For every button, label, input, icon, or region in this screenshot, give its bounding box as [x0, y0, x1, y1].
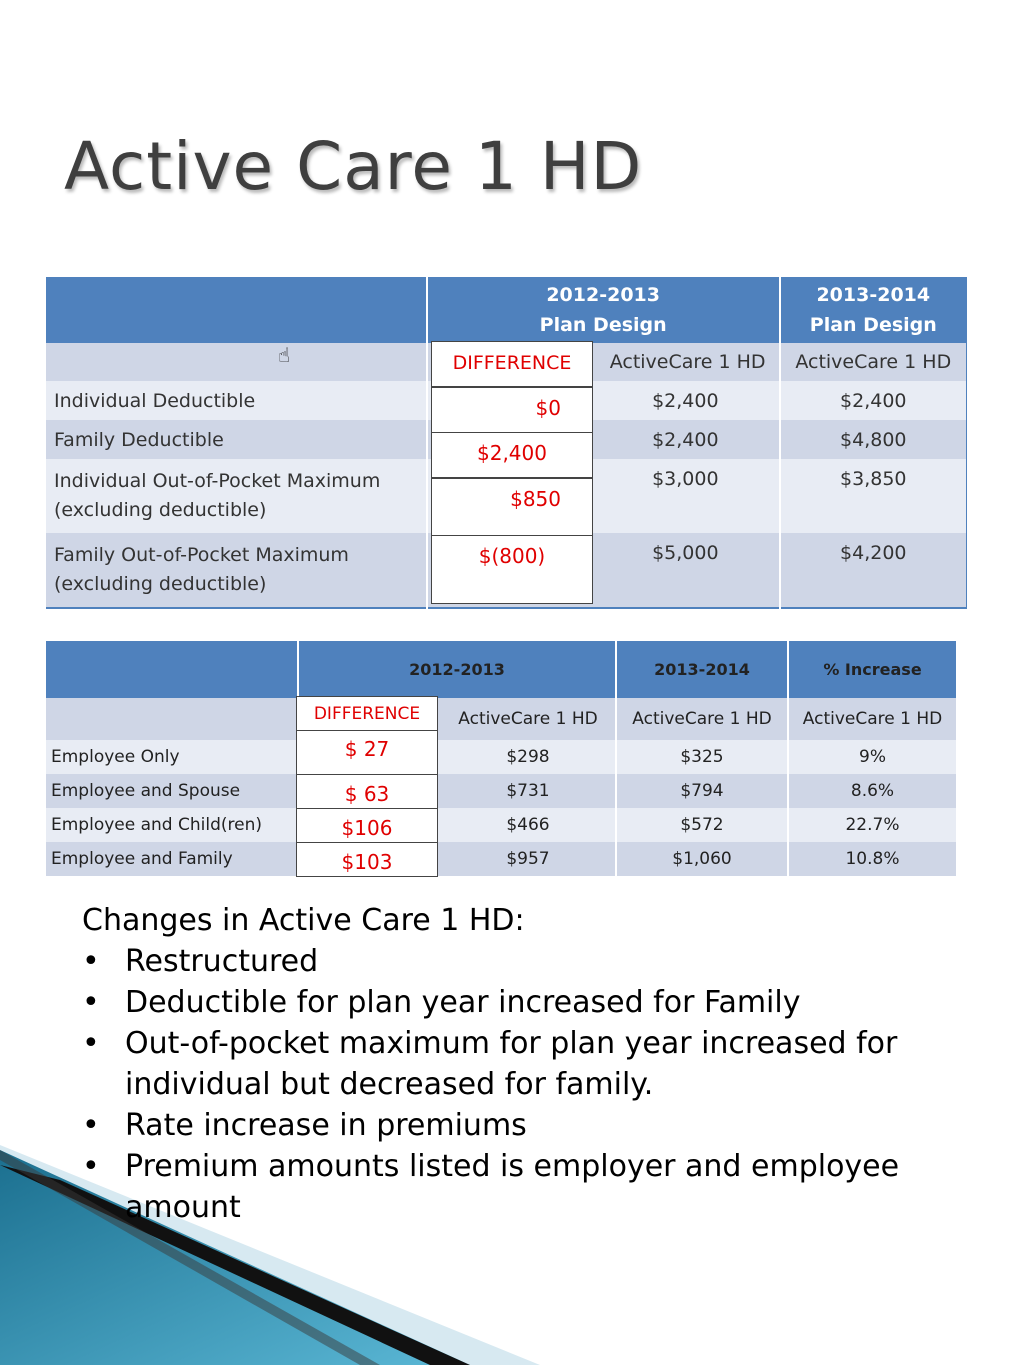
list-item	[82, 941, 982, 982]
plan-name: ActiveCare 1 HD	[609, 351, 766, 373]
header-2013-2014: 2013-2014	[616, 641, 788, 698]
row-label-line2: (excluding deductible)	[54, 499, 267, 521]
subheader-2013: ActiveCare 1 HD	[780, 343, 967, 381]
list-item	[82, 1146, 982, 1228]
row-label: Employee Only	[46, 740, 298, 774]
bullet-icon: •	[82, 985, 100, 1020]
bullet-icon: •	[82, 1026, 100, 1061]
table-header-row	[46, 277, 967, 343]
value-2013: $1,060	[616, 842, 788, 876]
premium-rates-table	[46, 641, 956, 876]
value-2012: $298	[441, 740, 616, 774]
value-2013: $2,400	[780, 381, 967, 420]
header-plan-design: Plan Design	[539, 314, 667, 336]
row-label: Employee and Family	[46, 842, 298, 876]
difference-value-box: $106	[296, 808, 438, 843]
value-2013: $4,800	[780, 420, 967, 459]
difference-value-box: $ 27	[296, 730, 438, 775]
value-pct: 10.8%	[788, 842, 956, 876]
header-blank	[46, 641, 298, 698]
header-2012-2013	[427, 277, 780, 343]
value-pct: 9%	[788, 740, 956, 774]
cell-value: $3,000	[652, 468, 719, 490]
bullet-icon: •	[82, 1108, 100, 1143]
cell-value: $5,000	[652, 542, 719, 564]
list-item	[82, 982, 982, 1023]
list-item-text: Out-of-pocket maximum for plan year increased for individual but decreased for family.	[125, 1026, 898, 1102]
value-2013: $325	[616, 740, 788, 774]
value-2012: $466	[441, 808, 616, 842]
list-item	[82, 1105, 982, 1146]
hand-cursor-icon: ☝	[278, 343, 291, 367]
difference-value-box: $0	[431, 387, 593, 433]
header-plan-design: Plan Design	[809, 314, 937, 336]
difference-header-box: DIFFERENCE	[296, 696, 438, 731]
table-row	[46, 842, 956, 876]
row-label	[46, 533, 427, 608]
notes-list	[82, 941, 982, 1228]
header-year: 2013-2014	[816, 284, 931, 306]
subheader-2012: ActiveCare 1 HD	[441, 698, 616, 740]
difference-value-box: $(800)	[431, 535, 593, 604]
notes-section	[82, 900, 982, 1228]
header-percent-increase: % Increase	[788, 641, 956, 698]
slide-title: Active Care 1 HD	[64, 128, 643, 205]
list-item-text: Rate increase in premiums	[125, 1108, 527, 1143]
subheader-blank	[46, 698, 298, 740]
value-pct: 22.7%	[788, 808, 956, 842]
difference-value-box: $2,400	[431, 432, 593, 478]
value-2012: $957	[441, 842, 616, 876]
value-2013: $572	[616, 808, 788, 842]
header-2013-2014	[780, 277, 967, 343]
row-label-line1: Family Out-of-Pocket Maximum	[54, 544, 349, 566]
table-row	[46, 774, 956, 808]
difference-value-box: $ 63	[296, 774, 438, 809]
notes-heading: Changes in Active Care 1 HD:	[82, 903, 525, 938]
subheader-blank	[46, 343, 427, 381]
list-item-text: Restructured	[125, 944, 319, 979]
row-label: Individual Deductible	[46, 381, 427, 420]
value-2013: $794	[616, 774, 788, 808]
row-label	[46, 459, 427, 533]
row-label: Family Deductible	[46, 420, 427, 459]
list-item	[82, 1023, 982, 1105]
header-year: 2012-2013	[546, 284, 660, 306]
value-2013: $4,200	[780, 533, 967, 608]
row-label: Employee and Child(ren)	[46, 808, 298, 842]
table-header-row	[46, 641, 956, 698]
table-row	[46, 740, 956, 774]
row-label-line2: (excluding deductible)	[54, 573, 267, 595]
row-label-line1: Individual Out-of-Pocket Maximum	[54, 470, 381, 492]
header-2012-2013: 2012-2013	[298, 641, 616, 698]
difference-value-box: $850	[431, 478, 593, 536]
value-pct: 8.6%	[788, 774, 956, 808]
subheader-row	[46, 698, 956, 740]
bullet-icon: •	[82, 1149, 100, 1184]
value-2013: $3,850	[780, 459, 967, 533]
header-blank	[46, 277, 427, 343]
difference-value-box: $103	[296, 842, 438, 877]
cell-value: $2,400	[652, 389, 719, 412]
difference-header-box: DIFFERENCE	[431, 341, 593, 387]
subheader-pct: ActiveCare 1 HD	[788, 698, 956, 740]
table-row	[46, 808, 956, 842]
bullet-icon: •	[82, 944, 100, 979]
row-label: Employee and Spouse	[46, 774, 298, 808]
subheader-2013: ActiveCare 1 HD	[616, 698, 788, 740]
cell-value: $2,400	[652, 428, 719, 451]
value-2012: $731	[441, 774, 616, 808]
list-item-text: Deductible for plan year increased for Family	[125, 985, 801, 1020]
list-item-text: Premium amounts listed is employer and employee amount	[125, 1149, 900, 1225]
